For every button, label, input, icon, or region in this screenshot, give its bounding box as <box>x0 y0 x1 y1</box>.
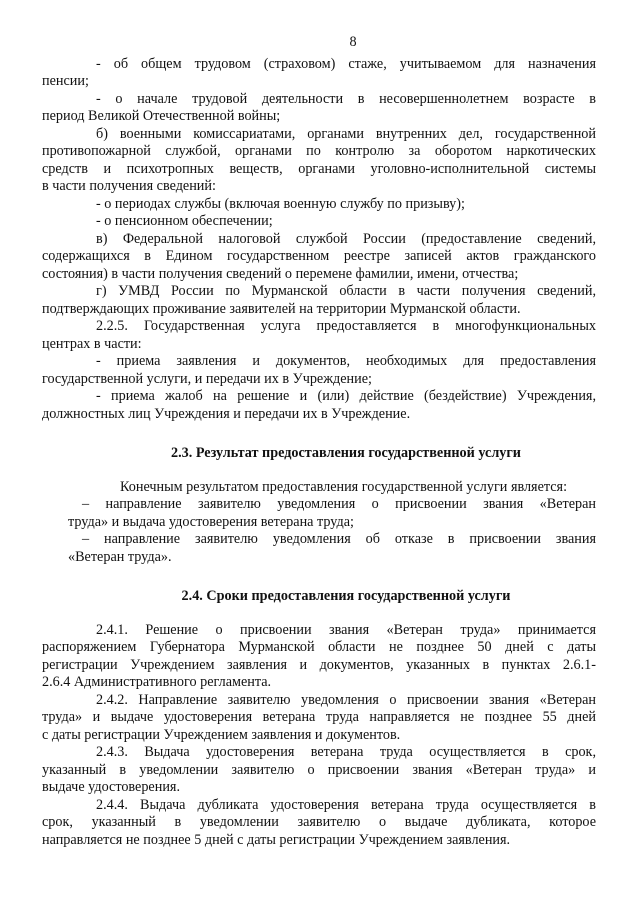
text-line: государственной услуги, и передачи их в Учреждение; <box>42 370 372 387</box>
text-line: срок, указанный в уведомлении заявителю о выдаче дубликата, которое <box>42 814 596 830</box>
text-line: с даты регистрации Учреждением заявления и документов. <box>42 726 401 743</box>
text-line: 2.4.2. Направление заявителю уведомления о присвоении звания «Ветеран <box>96 691 596 708</box>
text-line: 2.6.4 Административного регламента. <box>42 674 272 690</box>
terms-section-body <box>42 621 596 850</box>
page-number: 8 <box>349 34 357 50</box>
paragraph <box>96 213 596 231</box>
section-heading-2-4: 2.4. Сроки предоставления государственной услуги <box>181 588 511 604</box>
text-line: 2.2.5. Государственная услуга предоставляется в многофункциональных <box>96 318 596 334</box>
text-line: - об общем трудовом (страховом) стаже, учитываемом для назначения <box>96 55 596 72</box>
paragraph <box>42 744 596 797</box>
text-line: направляется не позднее 5 дней с даты регистрации Учреждением заявления. <box>42 831 511 848</box>
paragraph <box>42 283 596 318</box>
text-line: 2.4.3. Выдача удостоверения ветерана труда осуществляется в срок, <box>96 744 596 760</box>
text-line: «Ветеран труда». <box>68 548 172 565</box>
paragraph <box>68 496 596 531</box>
text-line: б) военными комиссариатами, органами внутренних дел, государственной <box>96 125 596 142</box>
requisites-list <box>42 55 596 424</box>
text-line: 2.4.1. Решение о присвоении звания «Ветеран труда» принимается <box>96 621 596 638</box>
text-line: в части получения сведений: <box>42 178 216 194</box>
text-line: Конечным результатом предоставления государственной услуги является: <box>120 478 568 495</box>
paragraph <box>42 796 596 850</box>
section-heading-2-3: 2.3. Результат предоставления государственной услуги <box>170 445 521 461</box>
text-line: центрах в части: <box>42 335 142 352</box>
paragraph <box>42 621 596 692</box>
text-line: распоряжением Губернатора Мурманской области не позднее 50 дней с даты <box>42 639 596 655</box>
text-line: 2.4.4. Выдача дубликата удостоверения ветерана труда осуществляется в <box>96 796 596 813</box>
text-line: средств и психотропных веществ, органами уголовно-исполнительной системы <box>42 160 596 177</box>
text-line: состояния) в части получения сведений о перемене фамилии, имени, отчества; <box>42 265 519 282</box>
paragraph <box>42 353 596 388</box>
text-line: должностных лиц Учреждения и передачи их в Учреждение. <box>42 405 411 422</box>
text-line: - о начале трудовой деятельности в несовершеннолетнем возрасте в <box>96 90 596 107</box>
paragraph <box>68 531 596 566</box>
paragraph <box>42 55 596 91</box>
text-line: пенсии; <box>42 73 89 89</box>
result-section-body <box>68 478 596 567</box>
text-line: противопожарной службой, органами по контролю за оборотом наркотических <box>42 143 596 159</box>
paragraph <box>42 388 596 423</box>
text-line: - приема заявления и документов, необходимых для предоставления <box>96 353 596 369</box>
text-line: - приема жалоб на решение и (или) действие (бездействие) Учреждения, <box>96 388 596 404</box>
text-line: – направление заявителю уведомления о присвоении звания «Ветеран <box>82 496 596 512</box>
text-line: в) Федеральной налоговой службой России (предоставление сведений, <box>96 230 596 247</box>
paragraph <box>42 318 596 353</box>
text-line: содержащихся в Едином государственном реестре записей актов гражданского <box>42 248 596 264</box>
text-line: период Великой Отечественной войны; <box>42 108 281 124</box>
text-line: труда» и выдача удостоверения ветерана труда; <box>68 513 354 530</box>
text-line: г) УМВД России по Мурманской области в части получения сведений, <box>96 283 596 299</box>
paragraph <box>42 691 596 745</box>
text-line: указанный в уведомлении заявителю о присвоении звания «Ветеран труда» и <box>42 761 596 778</box>
text-line: - о периодах службы (включая военную службу по призыву); <box>96 195 465 212</box>
paragraph <box>96 196 596 214</box>
text-line: - о пенсионном обеспечении; <box>96 213 273 229</box>
paragraph <box>42 230 596 284</box>
text-line: подтверждающих проживание заявителей на территории Мурманской области. <box>42 300 521 317</box>
text-line: труда» и выдаче удостоверения ветерана труда направляется не позднее 55 дней <box>42 709 596 725</box>
text-line: выдаче удостоверения. <box>42 779 180 795</box>
paragraph <box>96 479 596 497</box>
paragraph <box>42 90 596 126</box>
text-line: регистрации Учреждением заявления и документов, указанных в пунктах 2.6.1- <box>42 656 596 673</box>
paragraph <box>42 125 596 196</box>
text-line: – направление заявителю уведомления об отказе в присвоении звания <box>82 531 596 547</box>
